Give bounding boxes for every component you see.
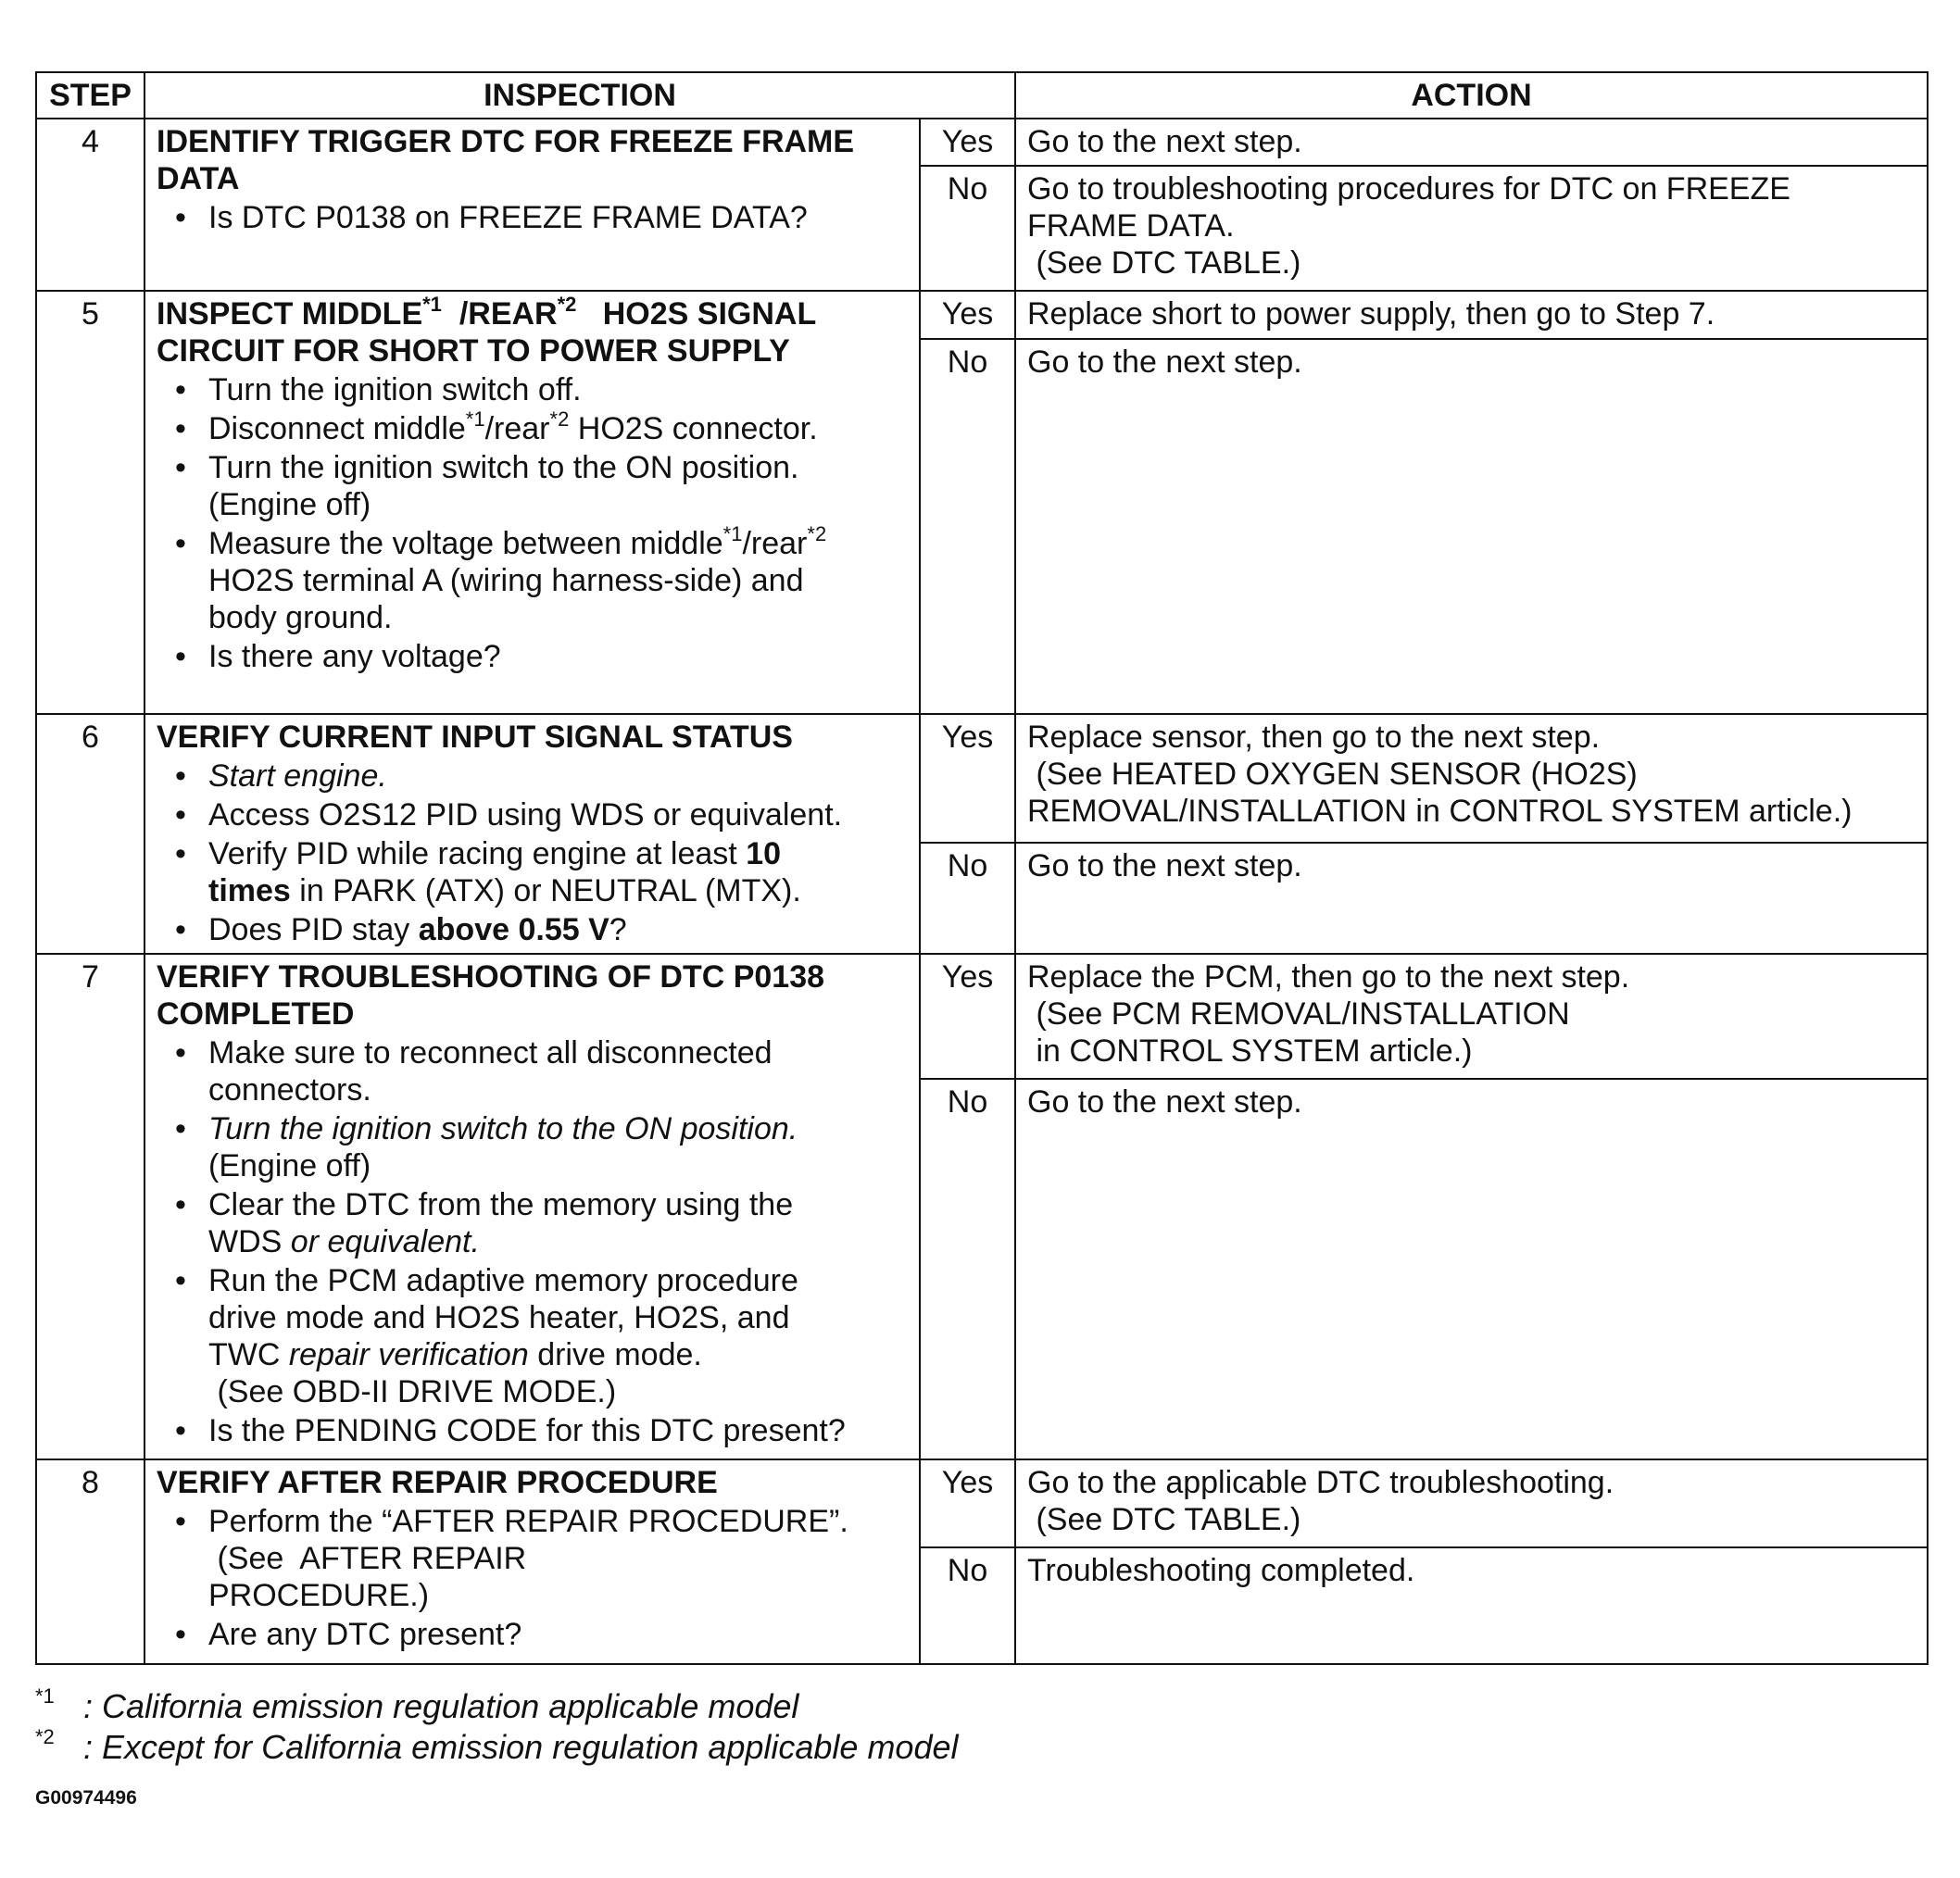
bullet-icon: • (175, 797, 186, 833)
text-segment: (See AFTER REPAIR (208, 1541, 527, 1576)
text-segment: VERIFY TROUBLESHOOTING OF DTC P0138 (157, 959, 825, 995)
text-segment: above 0.55 V (418, 912, 609, 947)
bullet-icon: • (175, 372, 186, 407)
bullet-icon: • (175, 1413, 186, 1448)
text-segment: Turn the ignition switch to the ON position. (208, 1111, 798, 1146)
inspection-bullet (157, 1110, 910, 1184)
no-label: No (920, 1079, 1015, 1459)
bullet-icon: • (175, 836, 186, 871)
inspection-bullet (157, 199, 910, 236)
step-number: 8 (36, 1459, 144, 1664)
text-segment: Turn the ignition switch to the ON position. (208, 450, 799, 485)
footnote-mark-text: *1 (35, 1684, 55, 1708)
text-line (208, 1373, 910, 1410)
inspection-bullet (157, 911, 910, 948)
action-line: (See HEATED OXYGEN SENSOR (HO2S) (1027, 757, 1638, 792)
footnote-1 (35, 1684, 799, 1726)
bullet-icon: • (175, 1263, 186, 1298)
step-number: 5 (36, 291, 144, 714)
text-line (157, 332, 910, 369)
text-segment: Access O2S12 PID using WDS or equivalent. (208, 797, 843, 833)
yes-label: Yes (920, 119, 1015, 166)
footnote-mark (35, 1725, 83, 1767)
text-line (208, 1503, 910, 1540)
text-line (208, 1110, 910, 1147)
text-segment: body ground. (208, 600, 393, 635)
troubleshooting-table (35, 71, 1929, 1665)
text-line (208, 1577, 910, 1614)
bullet-icon: • (175, 1187, 186, 1222)
action-line: Troubleshooting completed. (1027, 1553, 1415, 1588)
text-segment: Start engine. (208, 758, 387, 794)
text-line (208, 1336, 910, 1373)
header-step: STEP (36, 72, 144, 119)
text-segment: INSPECT MIDDLE (157, 296, 423, 332)
step-number: 6 (36, 714, 144, 954)
no-label: No (920, 843, 1015, 954)
inspection-bullet (157, 371, 910, 408)
inspection-title (157, 719, 910, 756)
text-line (208, 1223, 910, 1260)
inspection-bullet (157, 796, 910, 833)
text-segment: connectors. (208, 1072, 371, 1108)
text-segment: *1 (422, 293, 442, 316)
yes-action (1015, 291, 1928, 339)
step-number: 7 (36, 954, 144, 1459)
text-segment: Measure the voltage between middle (208, 526, 723, 561)
inspection-cell (144, 119, 920, 291)
text-segment: VERIFY CURRENT INPUT SIGNAL STATUS (157, 720, 793, 755)
inspection-bullet (157, 449, 910, 523)
header-action: ACTION (1015, 72, 1928, 119)
text-segment: VERIFY AFTER REPAIR PROCEDURE (157, 1465, 718, 1500)
inspection-title (157, 958, 910, 1033)
step-row-yes (36, 954, 1928, 1079)
inspection-title (157, 123, 910, 197)
step-number: 4 (36, 119, 144, 291)
no-action (1015, 339, 1928, 714)
text-segment: *2 (549, 407, 570, 431)
text-segment: drive mode. (528, 1337, 702, 1372)
text-segment: 10 (746, 836, 782, 871)
no-action (1015, 1547, 1928, 1664)
text-segment: HO2S SIGNAL (576, 296, 817, 332)
action-line: (See PCM REMOVAL/INSTALLATION (1027, 996, 1570, 1032)
inspection-bullet (157, 1616, 910, 1653)
yes-action (1015, 714, 1928, 843)
bullet-icon: • (175, 450, 186, 485)
text-segment: Is the PENDING CODE for this DTC present? (208, 1413, 846, 1448)
yes-action (1015, 1459, 1928, 1547)
inspection-title (157, 295, 910, 369)
bullet-icon: • (175, 1504, 186, 1539)
bullet-icon: • (175, 1035, 186, 1070)
text-segment: Is DTC P0138 on FREEZE FRAME DATA? (208, 200, 808, 235)
action-line: Go to the next step. (1027, 848, 1302, 883)
text-line (157, 719, 910, 756)
text-segment: Does PID stay (208, 912, 419, 947)
text-line (208, 522, 910, 562)
text-segment: Turn the ignition switch off. (208, 372, 582, 407)
footnote-mark-text: *2 (35, 1725, 55, 1748)
inspection-cell (144, 714, 920, 954)
text-line (208, 1299, 910, 1336)
text-segment: TWC (208, 1337, 289, 1372)
text-segment: or equivalent. (290, 1224, 480, 1259)
text-segment: PROCEDURE.) (208, 1578, 430, 1613)
text-segment: *2 (557, 293, 577, 316)
text-segment: Is there any voltage? (208, 639, 501, 674)
text-segment: *1 (465, 407, 485, 431)
step-row-yes (36, 119, 1928, 166)
inspection-bullet (157, 835, 910, 909)
action-line: Go to the next step. (1027, 1084, 1302, 1120)
text-segment: ? (609, 912, 627, 947)
footnote-2 (35, 1725, 959, 1767)
text-segment: (Engine off) (208, 487, 371, 522)
no-action (1015, 1079, 1928, 1459)
footnote-mark (35, 1684, 83, 1726)
inspection-bullet (157, 407, 910, 447)
action-line: (See DTC TABLE.) (1027, 245, 1301, 281)
header-row (36, 72, 1928, 119)
bullet-icon: • (175, 200, 186, 235)
text-line (208, 1540, 910, 1577)
text-segment: Make sure to reconnect all disconnected (208, 1035, 773, 1070)
action-line: FRAME DATA. (1027, 208, 1235, 244)
text-line (208, 757, 910, 795)
bullet-icon: • (175, 526, 186, 561)
text-line (208, 638, 910, 675)
text-segment: /REAR (441, 296, 558, 332)
text-segment: IDENTIFY TRIGGER DTC FOR FREEZE FRAME (157, 124, 855, 159)
text-segment: HO2S connector. (569, 411, 818, 446)
step-row-yes (36, 714, 1928, 843)
text-line (208, 486, 910, 523)
text-line (157, 295, 910, 332)
action-line: REMOVAL/INSTALLATION in CONTROL SYSTEM article.) (1027, 794, 1853, 829)
figure-code: G00974496 (35, 1787, 137, 1809)
text-line (208, 562, 910, 599)
action-line: in CONTROL SYSTEM article.) (1027, 1033, 1473, 1069)
text-line (208, 872, 910, 909)
bullet-icon: • (175, 639, 186, 674)
text-segment: (See OBD-II DRIVE MODE.) (208, 1374, 617, 1409)
text-line (208, 1412, 910, 1449)
bullet-icon: • (175, 912, 186, 947)
text-segment: Verify PID while racing engine at least (208, 836, 747, 871)
text-segment: DATA (157, 161, 240, 196)
bullet-icon: • (175, 1617, 186, 1652)
text-line (208, 911, 910, 948)
inspection-cell (144, 1459, 920, 1664)
text-segment: /rear (742, 526, 808, 561)
action-line: Go to the next step. (1027, 344, 1302, 380)
text-line (208, 1147, 910, 1184)
text-segment: Clear the DTC from the memory using the (208, 1187, 794, 1222)
action-line: Go to the applicable DTC troubleshooting. (1027, 1465, 1614, 1500)
yes-label: Yes (920, 954, 1015, 1079)
text-line (208, 199, 910, 236)
text-segment: WDS (208, 1224, 291, 1259)
footnote-text: : California emission regulation applicable model (83, 1687, 799, 1725)
action-line: (See DTC TABLE.) (1027, 1502, 1301, 1537)
inspection-cell (144, 954, 920, 1459)
no-action (1015, 166, 1928, 291)
text-line (157, 160, 910, 197)
yes-label: Yes (920, 714, 1015, 843)
text-line (208, 835, 910, 872)
text-line (208, 449, 910, 486)
text-segment: *2 (807, 522, 827, 545)
text-segment: Run the PCM adaptive memory procedure (208, 1263, 798, 1298)
inspection-bullet (157, 1186, 910, 1260)
no-label: No (920, 1547, 1015, 1664)
inspection-title (157, 1464, 910, 1501)
action-line: Go to the next step. (1027, 124, 1302, 159)
text-line (208, 1071, 910, 1108)
text-segment: Perform the “AFTER REPAIR PROCEDURE”. (208, 1504, 848, 1539)
text-line (208, 371, 910, 408)
inspection-cell (144, 291, 920, 714)
text-segment: Are any DTC present? (208, 1617, 522, 1652)
inspection-bullet (157, 1262, 910, 1410)
text-line (157, 995, 910, 1033)
text-segment: in PARK (ATX) or NEUTRAL (MTX). (290, 873, 801, 908)
text-line (208, 407, 910, 447)
action-line: Go to troubleshooting procedures for DTC on FREEZE (1027, 171, 1790, 207)
inspection-bullet (157, 1412, 910, 1449)
inspection-bullet (157, 522, 910, 636)
inspection-bullet (157, 1503, 910, 1614)
text-segment: CIRCUIT FOR SHORT TO POWER SUPPLY (157, 333, 790, 369)
step-row-yes (36, 291, 1928, 339)
action-line: Replace sensor, then go to the next step. (1027, 720, 1601, 755)
no-label: No (920, 339, 1015, 714)
text-line (157, 123, 910, 160)
text-segment: HO2S terminal A (wiring harness-side) and (208, 563, 804, 598)
text-segment: *1 (722, 522, 743, 545)
text-line (157, 958, 910, 995)
action-line: Replace short to power supply, then go to Step 7. (1027, 296, 1715, 332)
text-segment: /rear (484, 411, 550, 446)
step-row-yes (36, 1459, 1928, 1547)
text-line (157, 1464, 910, 1501)
text-line (208, 1616, 910, 1653)
text-line (208, 1186, 910, 1223)
inspection-bullet (157, 1034, 910, 1108)
yes-label: Yes (920, 1459, 1015, 1547)
text-segment: drive mode and HO2S heater, HO2S, and (208, 1300, 790, 1335)
yes-action (1015, 119, 1928, 166)
table-body (36, 119, 1928, 1664)
text-line (208, 1034, 910, 1071)
text-segment: times (208, 873, 291, 908)
bullet-icon: • (175, 1111, 186, 1146)
text-segment: COMPLETED (157, 996, 355, 1032)
text-segment: (Engine off) (208, 1148, 371, 1183)
text-line (208, 599, 910, 636)
text-segment: repair verification (288, 1337, 529, 1372)
no-label: No (920, 166, 1015, 291)
bullet-icon: • (175, 758, 186, 794)
bullet-icon: • (175, 411, 186, 446)
inspection-bullet (157, 638, 910, 675)
inspection-bullet (157, 757, 910, 795)
text-segment: Disconnect middle (208, 411, 466, 446)
footnote-text: : Except for California emission regulation applicable model (83, 1728, 959, 1766)
no-action (1015, 843, 1928, 954)
action-line: Replace the PCM, then go to the next step. (1027, 959, 1630, 995)
yes-label: Yes (920, 291, 1015, 339)
text-line (208, 1262, 910, 1299)
header-inspection: INSPECTION (144, 72, 1015, 119)
yes-action (1015, 954, 1928, 1079)
text-line (208, 796, 910, 833)
